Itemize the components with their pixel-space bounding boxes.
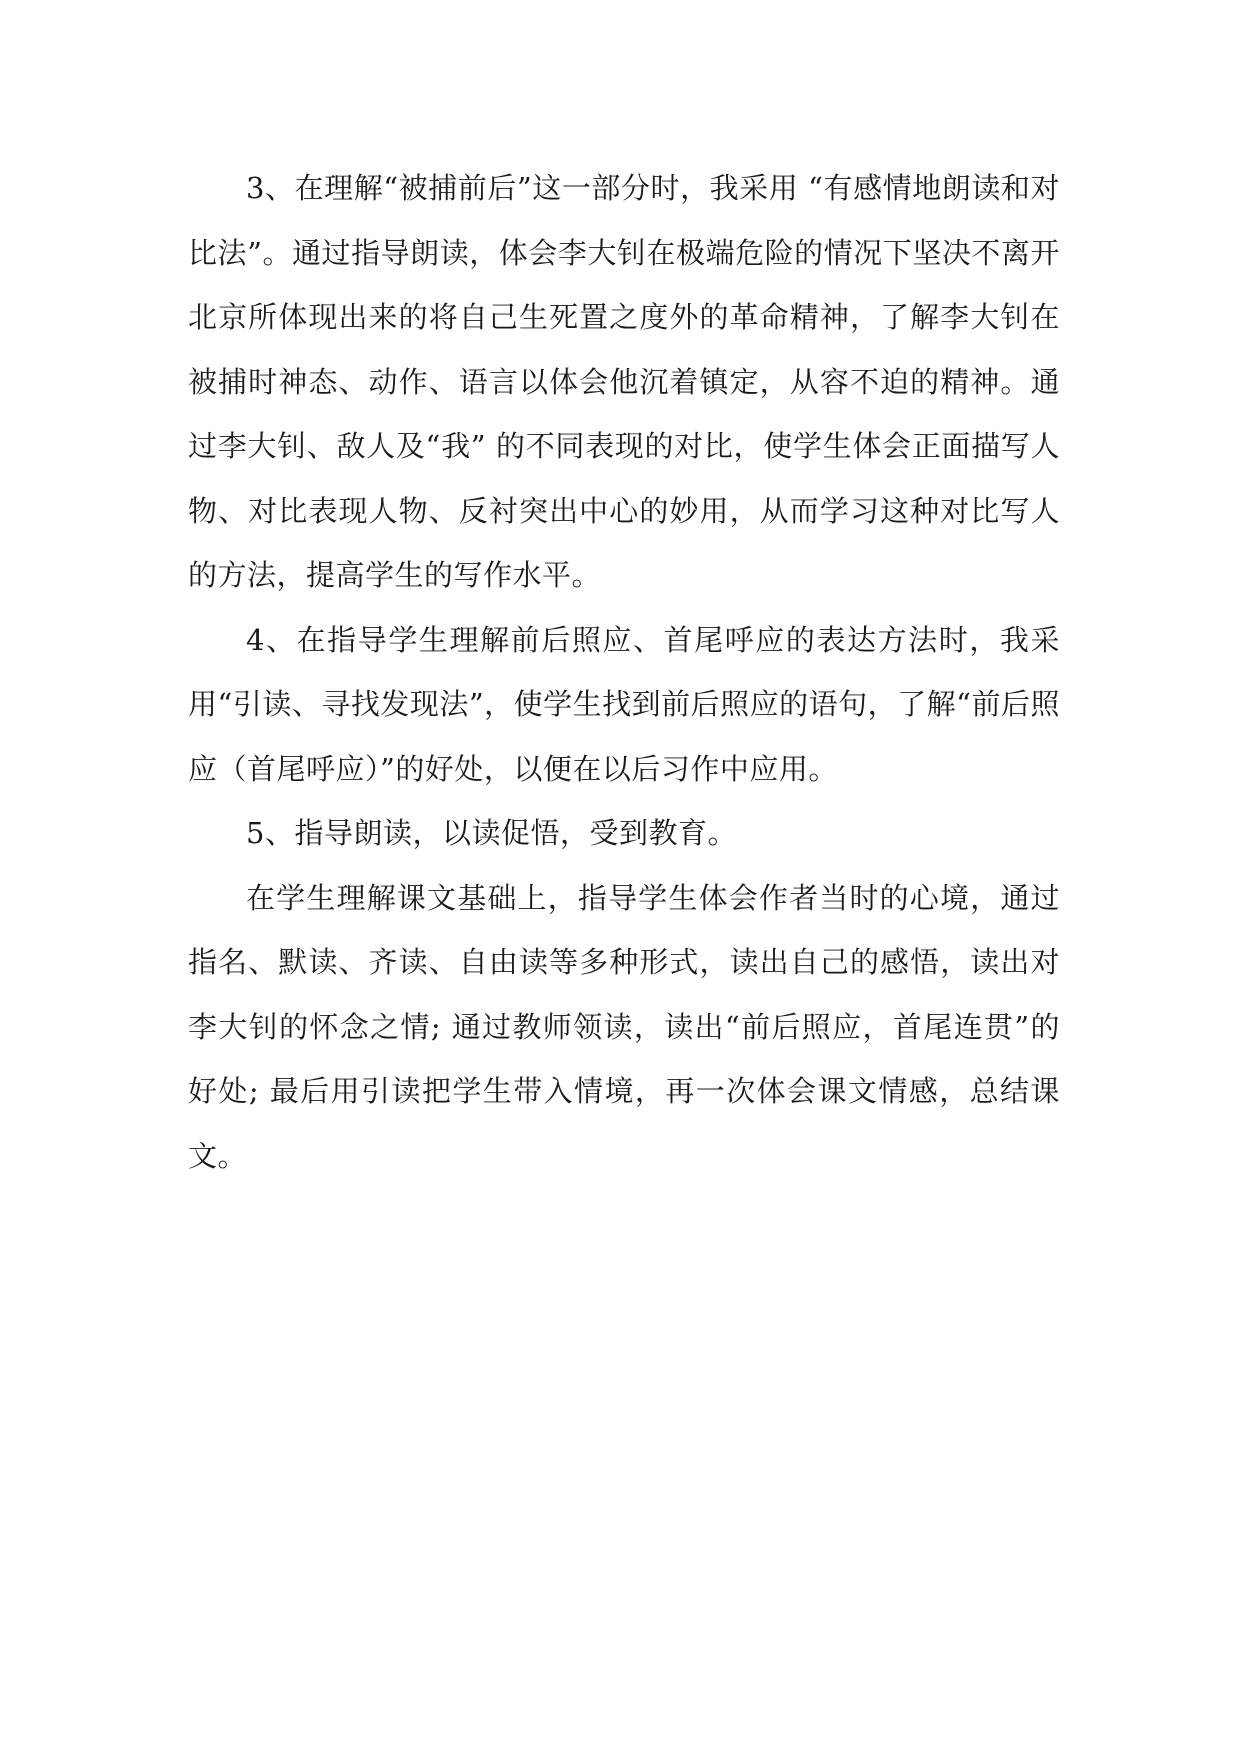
paragraph-item-4: 4、在指导学生理解前后照应、首尾呼应的表达方法时，我采用“引读、寻找发现法”，使学生找到前后照应的语句，了解“前后照应（首尾呼应）”的好处，以便在以后习作中应用。 — [188, 622, 1060, 786]
document-body — [188, 156, 1060, 1188]
paragraph-reading-summary: 在学生理解课文基础上，指导学生体会作者当时的心境，通过指名、默读、齐读、自由读等多种形式，读出自己的感悟，读出对李大钊的怀念之情; 通过教师领读，读出“前后照应，首尾连贯”的好处; 最后用引读把学生带入情境，再一次体会课文情感，总结课文。 — [188, 880, 1060, 1173]
paragraph-item-3: 3、在理解“被捕前后”这一部分时，我采用 “有感情地朗读和对比法”。通过指导朗读，体会李大钊在极端危险的情况下坚决不离开北京所体现出来的将自己生死置之度外的革命精神，了解李大钊在被捕时神态、动作、语言以体会他沉着镇定，从容不迫的精神。通过李大钊、敌人及“我” 的不同表现的对比，使学生体会正面描写人物、对比表现人物、反衬突出中心的妙用，从而学习这种对比写人的方法，提高学生的写作水平。 — [188, 171, 1060, 592]
paragraph-item-5: 5、指导朗读，以读促悟，受到教育。 — [246, 816, 737, 850]
